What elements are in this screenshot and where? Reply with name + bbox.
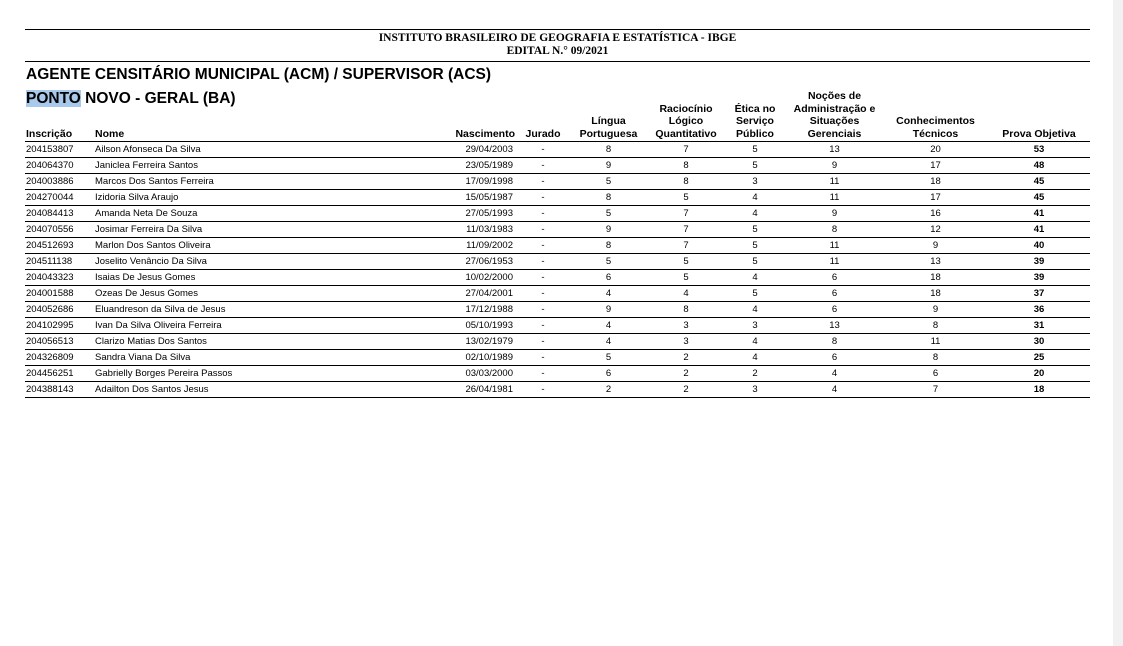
cell-inscricao: 204512693 (25, 238, 94, 254)
cell-prova: 40 (988, 238, 1090, 254)
cell-lingua: 4 (569, 318, 648, 334)
cell-raciocinio: 8 (648, 158, 724, 174)
cell-etica: 5 (724, 222, 786, 238)
col-header-jurado: Jurado (517, 86, 569, 142)
cell-inscricao: 204388143 (25, 382, 94, 398)
cell-lingua: 6 (569, 366, 648, 382)
cell-conhecimentos: 18 (883, 286, 988, 302)
cell-conhecimentos: 17 (883, 158, 988, 174)
col-header-nocoes: Noções de Administração e Situações Gerenciais (786, 86, 883, 142)
cell-jurado: - (517, 238, 569, 254)
cell-nascimento: 27/04/2001 (387, 286, 517, 302)
cell-inscricao: 204084413 (25, 206, 94, 222)
cell-nocoes: 6 (786, 270, 883, 286)
cell-nascimento: 03/03/2000 (387, 366, 517, 382)
cell-prova: 37 (988, 286, 1090, 302)
cell-prova: 25 (988, 350, 1090, 366)
cell-nocoes: 6 (786, 350, 883, 366)
col-header-lingua-portuguesa: Língua Portuguesa (569, 86, 648, 142)
location-rest: NOVO - GERAL (BA) (80, 90, 236, 107)
cell-inscricao: 204043323 (25, 270, 94, 286)
cell-inscricao: 204511138 (25, 254, 94, 270)
edital-number: EDITAL N.° 09/2021 (506, 45, 609, 57)
table-row (25, 302, 1090, 318)
cell-inscricao: 204070556 (25, 222, 94, 238)
cell-prova: 48 (988, 158, 1090, 174)
cell-inscricao: 204056513 (25, 334, 94, 350)
col-header-inscricao: Inscrição (25, 86, 94, 142)
table-row (25, 270, 1090, 286)
cell-nascimento: 11/03/1983 (387, 222, 517, 238)
cell-lingua: 4 (569, 334, 648, 350)
cell-lingua: 2 (569, 382, 648, 398)
cell-nascimento: 27/06/1953 (387, 254, 517, 270)
cell-inscricao: 204052686 (25, 302, 94, 318)
location-title (26, 90, 236, 108)
cell-prova: 30 (988, 334, 1090, 350)
cell-nome: Izidoria Silva Araujo (94, 190, 387, 206)
cell-raciocinio: 7 (648, 142, 724, 158)
location-highlight: PONTO (26, 90, 81, 107)
cell-nascimento: 11/09/2002 (387, 238, 517, 254)
cell-nocoes: 11 (786, 254, 883, 270)
cell-etica: 4 (724, 190, 786, 206)
cell-nome: Sandra Viana Da Silva (94, 350, 387, 366)
cell-jurado: - (517, 158, 569, 174)
cell-nome: Janiclea Ferreira Santos (94, 158, 387, 174)
cell-raciocinio: 2 (648, 382, 724, 398)
cell-etica: 4 (724, 334, 786, 350)
cell-lingua: 5 (569, 174, 648, 190)
table-row (25, 366, 1090, 382)
table-body (25, 142, 1090, 398)
cell-conhecimentos: 16 (883, 206, 988, 222)
cell-jurado: - (517, 254, 569, 270)
cell-nome: Eluandreson da Silva de Jesus (94, 302, 387, 318)
cell-inscricao: 204003886 (25, 174, 94, 190)
cell-raciocinio: 7 (648, 238, 724, 254)
cell-nocoes: 6 (786, 302, 883, 318)
cell-nome: Ozeas De Jesus Gomes (94, 286, 387, 302)
col-header-nascimento: Nascimento (387, 86, 517, 142)
cell-jurado: - (517, 222, 569, 238)
cell-raciocinio: 5 (648, 254, 724, 270)
cell-nome: Joselito Venâncio Da Silva (94, 254, 387, 270)
cell-nocoes: 9 (786, 158, 883, 174)
cell-etica: 5 (724, 286, 786, 302)
cell-jurado: - (517, 270, 569, 286)
table-row (25, 238, 1090, 254)
cell-nome: Clarizo Matias Dos Santos (94, 334, 387, 350)
cell-nocoes: 11 (786, 174, 883, 190)
cell-raciocinio: 3 (648, 318, 724, 334)
cell-conhecimentos: 9 (883, 238, 988, 254)
table-row (25, 206, 1090, 222)
cell-nocoes: 11 (786, 238, 883, 254)
cell-raciocinio: 4 (648, 286, 724, 302)
cell-prova: 18 (988, 382, 1090, 398)
cell-nascimento: 27/05/1993 (387, 206, 517, 222)
table-row (25, 286, 1090, 302)
cell-inscricao: 204001588 (25, 286, 94, 302)
cell-lingua: 5 (569, 254, 648, 270)
cell-raciocinio: 7 (648, 222, 724, 238)
cell-conhecimentos: 8 (883, 318, 988, 334)
table-row (25, 174, 1090, 190)
cell-nocoes: 11 (786, 190, 883, 206)
cell-conhecimentos: 18 (883, 174, 988, 190)
cell-jurado: - (517, 190, 569, 206)
cell-jurado: - (517, 318, 569, 334)
table-row (25, 350, 1090, 366)
cell-etica: 4 (724, 270, 786, 286)
cell-nome: Adailton Dos Santos Jesus (94, 382, 387, 398)
cell-etica: 5 (724, 238, 786, 254)
org-title: INSTITUTO BRASILEIRO DE GEOGRAFIA E ESTATÍSTICA - IBGE (378, 32, 737, 44)
cell-prova: 39 (988, 270, 1090, 286)
cell-inscricao: 204102995 (25, 318, 94, 334)
cell-conhecimentos: 17 (883, 190, 988, 206)
cell-nocoes: 4 (786, 382, 883, 398)
col-header-nome: Nome (94, 86, 387, 142)
cell-nocoes: 4 (786, 366, 883, 382)
cell-conhecimentos: 20 (883, 142, 988, 158)
cell-jurado: - (517, 382, 569, 398)
table-row (25, 318, 1090, 334)
cell-raciocinio: 8 (648, 302, 724, 318)
cell-nocoes: 8 (786, 222, 883, 238)
cell-lingua: 4 (569, 286, 648, 302)
cell-etica: 4 (724, 350, 786, 366)
cell-jurado: - (517, 366, 569, 382)
cell-raciocinio: 5 (648, 190, 724, 206)
cell-nome: Amanda Neta De Souza (94, 206, 387, 222)
cell-inscricao: 204064370 (25, 158, 94, 174)
cell-lingua: 8 (569, 238, 648, 254)
cell-prova: 45 (988, 190, 1090, 206)
cell-nome: Marcos Dos Santos Ferreira (94, 174, 387, 190)
cell-prova: 36 (988, 302, 1090, 318)
cell-conhecimentos: 6 (883, 366, 988, 382)
cell-lingua: 9 (569, 222, 648, 238)
job-title: AGENTE CENSITÁRIO MUNICIPAL (ACM) / SUPERVISOR (ACS) (26, 66, 492, 83)
cell-nome: Ailson Afonseca Da Silva (94, 142, 387, 158)
cell-nascimento: 23/05/1989 (387, 158, 517, 174)
cell-raciocinio: 7 (648, 206, 724, 222)
cell-nocoes: 8 (786, 334, 883, 350)
cell-prova: 20 (988, 366, 1090, 382)
cell-nascimento: 26/04/1981 (387, 382, 517, 398)
col-header-conhecimentos: Conhecimentos Técnicos (883, 86, 988, 142)
cell-nascimento: 17/12/1988 (387, 302, 517, 318)
cell-inscricao: 204456251 (25, 366, 94, 382)
cell-inscricao: 204153807 (25, 142, 94, 158)
cell-etica: 5 (724, 254, 786, 270)
results-table (25, 86, 1090, 398)
cell-jurado: - (517, 206, 569, 222)
cell-etica: 3 (724, 174, 786, 190)
cell-etica: 4 (724, 206, 786, 222)
cell-nascimento: 10/02/2000 (387, 270, 517, 286)
cell-jurado: - (517, 302, 569, 318)
viewer-edge (1113, 0, 1123, 646)
header-rule-top (25, 29, 1090, 30)
col-header-prova-objetiva: Prova Objetiva (988, 86, 1090, 142)
header-rule-bottom (25, 61, 1090, 62)
cell-conhecimentos: 11 (883, 334, 988, 350)
col-header-raciocinio: Raciocínio Lógico Quantitativo (648, 86, 724, 142)
cell-lingua: 5 (569, 350, 648, 366)
cell-nocoes: 9 (786, 206, 883, 222)
cell-raciocinio: 3 (648, 334, 724, 350)
table-row (25, 222, 1090, 238)
cell-raciocinio: 2 (648, 366, 724, 382)
cell-prova: 41 (988, 206, 1090, 222)
cell-etica: 2 (724, 366, 786, 382)
cell-nascimento: 17/09/1998 (387, 174, 517, 190)
cell-etica: 5 (724, 158, 786, 174)
cell-nome: Gabrielly Borges Pereira Passos (94, 366, 387, 382)
cell-lingua: 5 (569, 206, 648, 222)
table-row (25, 190, 1090, 206)
table-row (25, 254, 1090, 270)
table-row (25, 382, 1090, 398)
cell-conhecimentos: 9 (883, 302, 988, 318)
cell-inscricao: 204270044 (25, 190, 94, 206)
cell-jurado: - (517, 286, 569, 302)
cell-nocoes: 13 (786, 318, 883, 334)
table-row (25, 158, 1090, 174)
cell-jurado: - (517, 350, 569, 366)
cell-etica: 5 (724, 142, 786, 158)
cell-nome: Ivan Da Silva Oliveira Ferreira (94, 318, 387, 334)
cell-inscricao: 204326809 (25, 350, 94, 366)
cell-nome: Isaias De Jesus Gomes (94, 270, 387, 286)
table-row (25, 142, 1090, 158)
cell-conhecimentos: 12 (883, 222, 988, 238)
cell-lingua: 9 (569, 302, 648, 318)
cell-nome: Marlon Dos Santos Oliveira (94, 238, 387, 254)
col-header-etica: Ética no Serviço Público (724, 86, 786, 142)
cell-jurado: - (517, 174, 569, 190)
cell-prova: 45 (988, 174, 1090, 190)
cell-conhecimentos: 7 (883, 382, 988, 398)
cell-raciocinio: 2 (648, 350, 724, 366)
cell-lingua: 6 (569, 270, 648, 286)
cell-jurado: - (517, 142, 569, 158)
cell-prova: 53 (988, 142, 1090, 158)
table-row (25, 334, 1090, 350)
cell-nascimento: 29/04/2003 (387, 142, 517, 158)
cell-nocoes: 13 (786, 142, 883, 158)
cell-nocoes: 6 (786, 286, 883, 302)
cell-lingua: 8 (569, 142, 648, 158)
cell-nascimento: 05/10/1993 (387, 318, 517, 334)
cell-nascimento: 15/05/1987 (387, 190, 517, 206)
cell-etica: 3 (724, 382, 786, 398)
cell-raciocinio: 5 (648, 270, 724, 286)
cell-jurado: - (517, 334, 569, 350)
cell-nascimento: 13/02/1979 (387, 334, 517, 350)
cell-prova: 39 (988, 254, 1090, 270)
cell-nome: Josimar Ferreira Da Silva (94, 222, 387, 238)
cell-raciocinio: 8 (648, 174, 724, 190)
cell-lingua: 8 (569, 190, 648, 206)
cell-conhecimentos: 8 (883, 350, 988, 366)
cell-conhecimentos: 18 (883, 270, 988, 286)
cell-lingua: 9 (569, 158, 648, 174)
cell-nascimento: 02/10/1989 (387, 350, 517, 366)
cell-prova: 41 (988, 222, 1090, 238)
cell-etica: 3 (724, 318, 786, 334)
cell-etica: 4 (724, 302, 786, 318)
cell-prova: 31 (988, 318, 1090, 334)
cell-conhecimentos: 13 (883, 254, 988, 270)
